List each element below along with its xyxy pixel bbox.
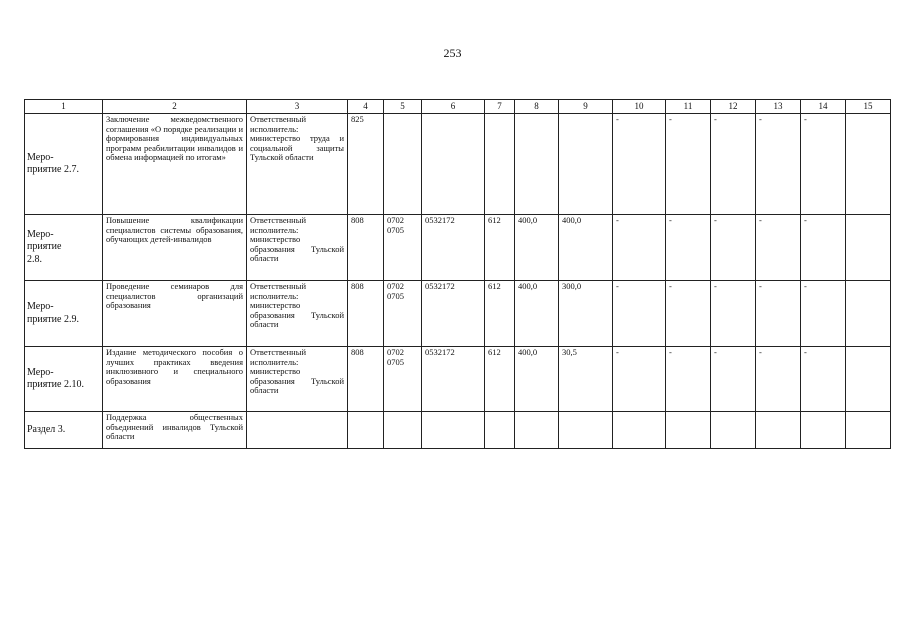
cell-col10: - — [613, 347, 666, 412]
cell-col14: - — [801, 281, 846, 347]
cell-col10 — [613, 412, 666, 449]
header-cell: 3 — [247, 100, 348, 114]
cell-col11: - — [666, 114, 711, 215]
cell-col10: - — [613, 281, 666, 347]
header-cell: 11 — [666, 100, 711, 114]
row-label: Меро- приятие 2.10. — [25, 347, 103, 412]
row-label: Меро- приятие 2.7. — [25, 114, 103, 215]
cell-fact — [559, 412, 613, 449]
table-row — [25, 215, 891, 281]
cell-col15 — [846, 281, 891, 347]
cell-col15 — [846, 347, 891, 412]
header-cell: 6 — [422, 100, 485, 114]
cell-grbs: 808 — [348, 215, 384, 281]
cell-fact: 400,0 — [559, 215, 613, 281]
cell-csr: 0532172 — [422, 215, 485, 281]
row-label: Меро- приятие 2.9. — [25, 281, 103, 347]
cell-fact: 300,0 — [559, 281, 613, 347]
cell-col12: - — [711, 215, 756, 281]
row-executor — [247, 412, 348, 449]
header-row — [25, 100, 891, 114]
cell-col13 — [756, 412, 801, 449]
cell-fact — [559, 114, 613, 215]
cell-csr: 0532172 — [422, 347, 485, 412]
cell-col13: - — [756, 114, 801, 215]
header-cell: 8 — [515, 100, 559, 114]
header-cell: 2 — [103, 100, 247, 114]
cell-col15 — [846, 412, 891, 449]
row-description: Издание методического пособия о лучших практиках введения инклюзивного и специального образования — [103, 347, 247, 412]
cell-col14: - — [801, 347, 846, 412]
row-description: Повышение квалификации специалистов системы образования, обучающих детей-инвалидов — [103, 215, 247, 281]
cell-plan — [515, 114, 559, 215]
cell-vr: 612 — [485, 347, 515, 412]
header-cell: 12 — [711, 100, 756, 114]
cell-col12: - — [711, 114, 756, 215]
table-row — [25, 281, 891, 347]
row-description: Заключение межведомственного соглашения «О порядке реализации и формирования индивидуальных программ реабилитации инвалидов и обмена информацией по итогам» — [103, 114, 247, 215]
row-executor: Ответственный исполнитель: министерство труда и социальной защиты Тульской области — [247, 114, 348, 215]
table-row — [25, 114, 891, 215]
cell-rzpr: 0702 0705 — [384, 281, 422, 347]
cell-col10: - — [613, 114, 666, 215]
cell-col11 — [666, 412, 711, 449]
cell-vr — [485, 114, 515, 215]
row-label: Раздел 3. — [25, 412, 103, 449]
table-row — [25, 412, 891, 449]
cell-plan: 400,0 — [515, 281, 559, 347]
table-row — [25, 347, 891, 412]
cell-rzpr: 0702 0705 — [384, 215, 422, 281]
cell-grbs: 808 — [348, 347, 384, 412]
cell-col14 — [801, 412, 846, 449]
cell-col15 — [846, 114, 891, 215]
cell-vr: 612 — [485, 215, 515, 281]
cell-col12: - — [711, 281, 756, 347]
cell-fact: 30,5 — [559, 347, 613, 412]
cell-rzpr — [384, 412, 422, 449]
cell-vr — [485, 412, 515, 449]
cell-vr: 612 — [485, 281, 515, 347]
cell-grbs — [348, 412, 384, 449]
header-cell: 15 — [846, 100, 891, 114]
row-executor: Ответственный исполнитель: министерство образования Тульской области — [247, 347, 348, 412]
cell-col13: - — [756, 215, 801, 281]
cell-col13: - — [756, 281, 801, 347]
cell-plan: 400,0 — [515, 347, 559, 412]
header-cell: 4 — [348, 100, 384, 114]
cell-rzpr — [384, 114, 422, 215]
row-label: Меро- приятие 2.8. — [25, 215, 103, 281]
cell-csr: 0532172 — [422, 281, 485, 347]
row-description: Проведение семинаров для специалистов организаций образования — [103, 281, 247, 347]
row-executor: Ответственный исполнитель: министерство образования Тульской области — [247, 281, 348, 347]
cell-col12: - — [711, 347, 756, 412]
cell-col14: - — [801, 215, 846, 281]
cell-col14: - — [801, 114, 846, 215]
program-table — [24, 99, 891, 449]
cell-plan: 400,0 — [515, 215, 559, 281]
cell-csr — [422, 114, 485, 215]
cell-plan — [515, 412, 559, 449]
header-cell: 1 — [25, 100, 103, 114]
cell-csr — [422, 412, 485, 449]
row-description: Поддержка общественных объединений инвалидов Тульской области — [103, 412, 247, 449]
cell-col11: - — [666, 281, 711, 347]
header-cell: 5 — [384, 100, 422, 114]
cell-col15 — [846, 215, 891, 281]
cell-col13: - — [756, 347, 801, 412]
cell-col11: - — [666, 347, 711, 412]
cell-col12 — [711, 412, 756, 449]
cell-grbs: 825 — [348, 114, 384, 215]
cell-grbs: 808 — [348, 281, 384, 347]
header-cell: 10 — [613, 100, 666, 114]
header-cell: 9 — [559, 100, 613, 114]
header-cell: 7 — [485, 100, 515, 114]
cell-rzpr: 0702 0705 — [384, 347, 422, 412]
row-executor: Ответственный исполнитель: министерство образования Тульской области — [247, 215, 348, 281]
header-cell: 13 — [756, 100, 801, 114]
cell-col10: - — [613, 215, 666, 281]
header-cell: 14 — [801, 100, 846, 114]
page-number: 253 — [443, 46, 462, 60]
cell-col11: - — [666, 215, 711, 281]
